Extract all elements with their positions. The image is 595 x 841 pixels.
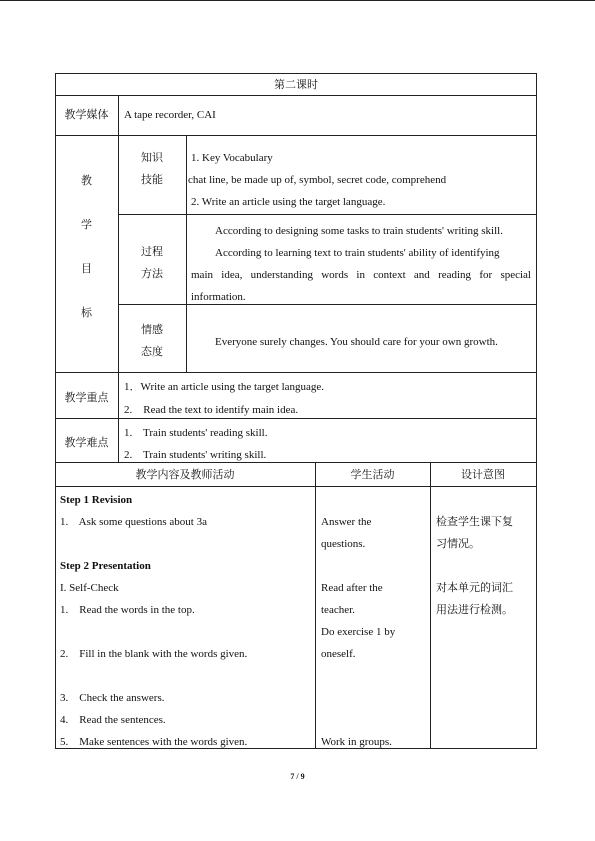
teacher-activity-item: 5. Make sentences with the words given. xyxy=(60,736,248,748)
page-top-border xyxy=(0,0,595,1)
media-value: A tape recorder, CAI xyxy=(124,109,216,121)
page-number: 7 / 9 xyxy=(290,772,305,781)
student-activity-line: Work in groups. xyxy=(321,736,392,748)
step-heading: Step 2 Presentation xyxy=(60,560,151,572)
key-point-item: 2. Read the text to identify main idea. xyxy=(124,404,299,416)
row-divider xyxy=(118,214,537,215)
knowledge-line: 1. Key Vocabulary xyxy=(191,152,273,164)
table-border-right xyxy=(536,73,537,749)
knowledge-line: 2. Write an article using the target language. xyxy=(191,196,386,208)
row-divider xyxy=(55,486,537,487)
teacher-activity-item: 3. Check the answers. xyxy=(60,692,165,704)
teacher-activity-item: I. Self-Check xyxy=(60,582,119,594)
teacher-activity-item: 1. Read the words in the top. xyxy=(60,604,195,616)
teacher-activity-item: 4. Read the sentences. xyxy=(60,714,166,726)
student-activity-line: teacher. xyxy=(321,604,355,616)
process-line: According to designing some tasks to train students' writing skill. xyxy=(215,225,503,237)
header-teacher-activity: 教学内容及教师活动 xyxy=(135,469,235,481)
emotion-text: Everyone surely changes. You should care for your own growth. xyxy=(215,336,498,348)
student-activity-line: Do exercise 1 by xyxy=(321,626,396,638)
step-heading: Step 1 Revision xyxy=(60,494,133,506)
difficult-point-item: 2. Train students' writing skill. xyxy=(124,449,267,461)
knowledge-label: 技能 xyxy=(141,174,163,186)
row-divider xyxy=(55,95,537,96)
difficult-point-item: 1. Train students' reading skill. xyxy=(124,427,268,439)
teacher-activity-item: 1. Ask some questions about 3a xyxy=(60,516,207,528)
header-student-activity: 学生活动 xyxy=(350,469,395,481)
design-intent-line: 检查学生课下复 xyxy=(436,516,513,528)
process-label: 过程 xyxy=(141,246,163,258)
process-label: 方法 xyxy=(141,268,163,280)
column-divider xyxy=(315,462,316,749)
key-points-label: 教学重点 xyxy=(64,392,109,404)
column-divider xyxy=(430,462,431,749)
design-intent-line: 对本单元的词汇 xyxy=(436,582,513,594)
process-line: main idea, understanding words in context and reading for special xyxy=(191,269,531,281)
student-activity-line: Answer the xyxy=(321,516,372,528)
emotion-label: 情感 xyxy=(141,324,163,336)
student-activity-line: oneself. xyxy=(321,648,356,660)
table-border-top xyxy=(55,73,537,74)
row-divider xyxy=(55,462,537,463)
column-divider xyxy=(186,135,187,372)
process-line: information. xyxy=(191,291,246,303)
row-divider xyxy=(55,135,537,136)
student-activity-line: questions. xyxy=(321,538,366,550)
row-divider xyxy=(118,304,537,305)
knowledge-line: chat line, be made up of, symbol, secret code, comprehend xyxy=(188,174,447,186)
objectives-label-char: 学 xyxy=(81,219,92,231)
objectives-label-char: 目 xyxy=(81,263,92,275)
lesson-title: 第二课时 xyxy=(274,79,318,91)
row-divider xyxy=(55,418,537,419)
emotion-label: 态度 xyxy=(141,346,163,358)
media-label: 教学媒体 xyxy=(64,109,109,121)
process-line: According to learning text to train students' ability of identifying xyxy=(215,247,500,259)
row-divider xyxy=(55,372,537,373)
objectives-label-char: 教 xyxy=(81,175,92,187)
key-point-item: 1．Write an article using the target language. xyxy=(124,381,325,393)
knowledge-label: 知识 xyxy=(141,152,163,164)
teacher-activity-item: 2. Fill in the blank with the words given. xyxy=(60,648,248,660)
student-activity-line: Read after the xyxy=(321,582,383,594)
difficult-points-label: 教学难点 xyxy=(64,437,109,449)
design-intent-line: 习情况。 xyxy=(436,538,480,550)
objectives-label-char: 标 xyxy=(81,307,92,319)
design-intent-line: 用法进行检测。 xyxy=(436,604,513,616)
header-design-intent: 设计意图 xyxy=(461,469,505,481)
